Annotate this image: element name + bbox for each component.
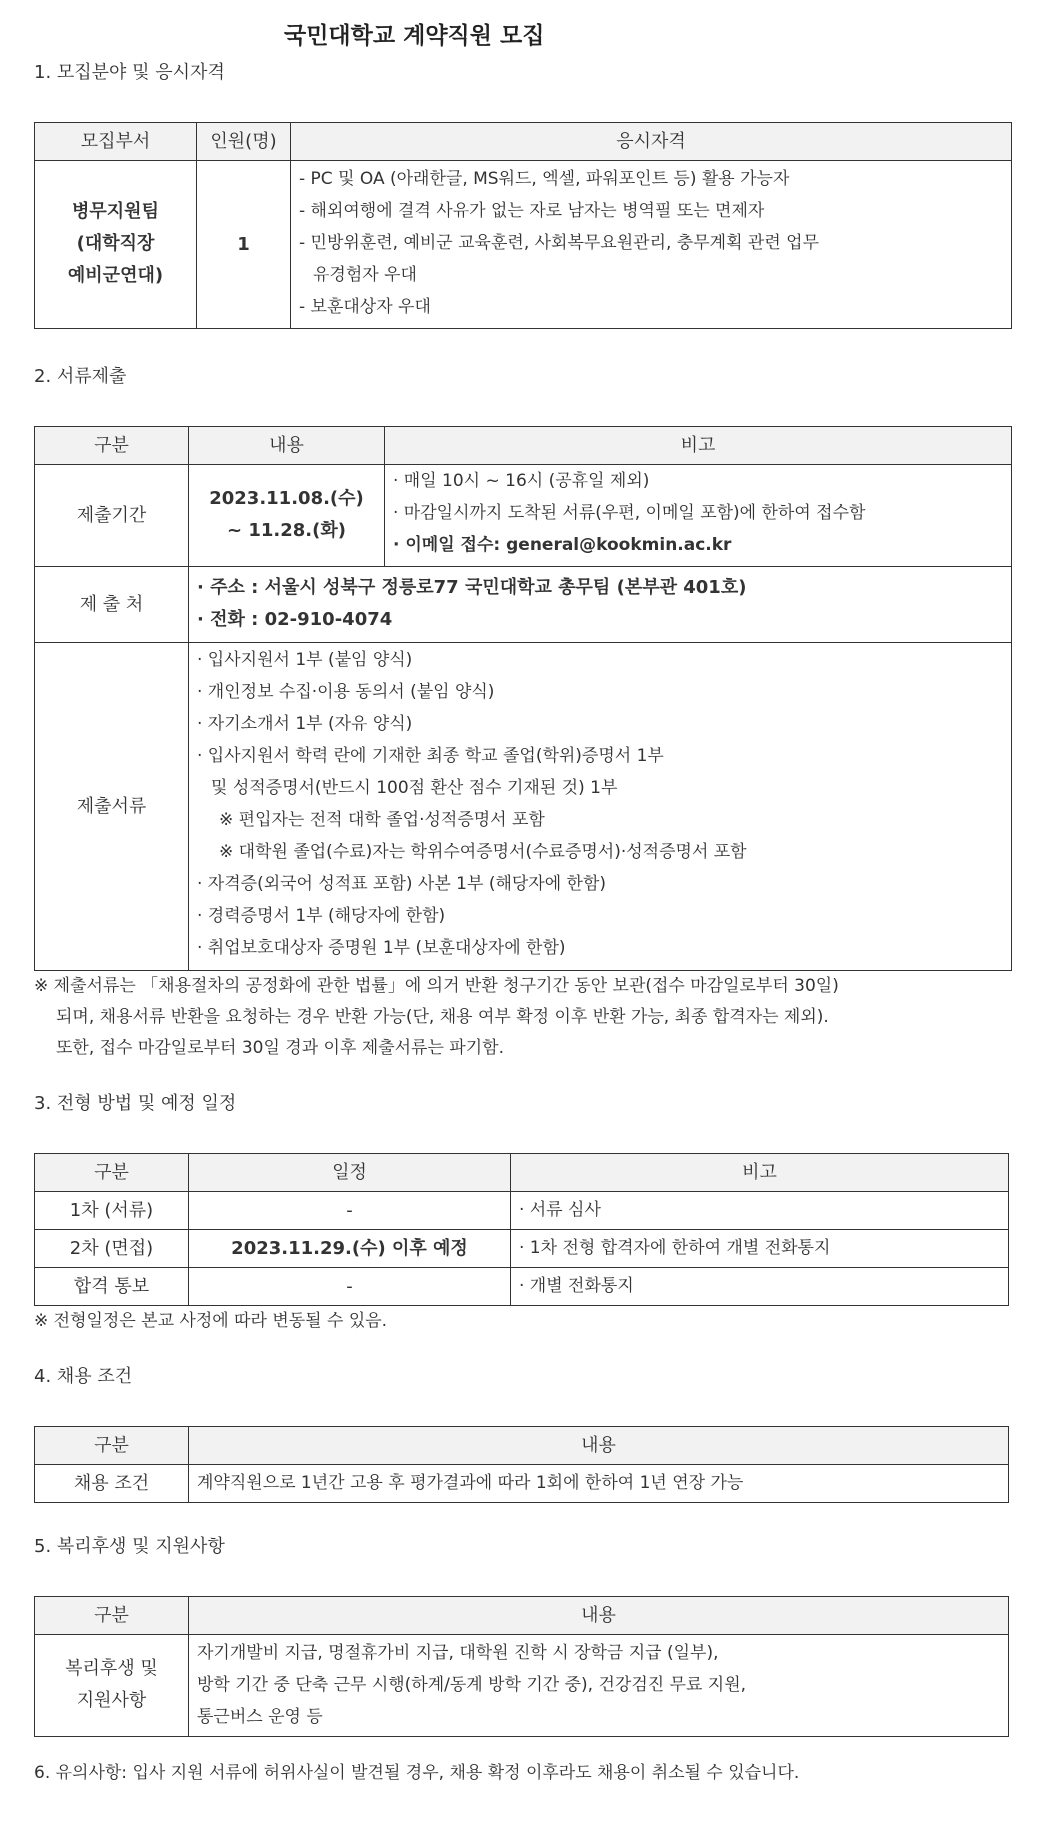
benefits-line: 통근버스 운영 등 bbox=[197, 1707, 323, 1728]
department-line: (대학직장 bbox=[76, 233, 155, 255]
documents-table bbox=[34, 426, 1012, 971]
header-cell: 인원(명) bbox=[197, 122, 291, 160]
docs-list bbox=[189, 642, 1012, 970]
note-cell: · 1차 전형 합격자에 한하여 개별 전화통지 bbox=[511, 1229, 1009, 1267]
qualification-item: 유경험자 우대 bbox=[313, 264, 417, 285]
qualification-item: - 보훈대상자 우대 bbox=[299, 296, 431, 317]
doc-item: · 개인정보 수집·이용 동의서 (붙임 양식) bbox=[197, 681, 495, 702]
period-date-line: ~ 11.28.(화) bbox=[227, 520, 346, 542]
doc-item: · 자격증(외국어 성적표 포함) 사본 1부 (해당자에 한함) bbox=[197, 873, 607, 894]
header-cell: 일정 bbox=[189, 1153, 511, 1191]
header-cell: 구분 bbox=[35, 1596, 189, 1634]
doc-item: ※ 편입자는 전적 대학 졸업·성적증명서 포함 bbox=[219, 809, 545, 830]
section-2-heading: 2. 서류제출 bbox=[34, 365, 127, 387]
benefits-content bbox=[189, 1634, 1009, 1736]
page-title: 국민대학교 계약직원 모집 bbox=[284, 23, 545, 49]
header-cell: 비고 bbox=[385, 426, 1012, 464]
note-line: ※ 제출서류는 「채용절차의 공정화에 관한 법률」에 의거 반환 청구기간 동안 보관(접수 마감일로부터 30일) bbox=[34, 975, 839, 996]
address-line: · 주소 : 서울시 성북구 정릉로77 국민대학교 총무팀 (본부관 401호) bbox=[197, 577, 747, 599]
table-header-row bbox=[35, 426, 1012, 464]
period-date-line: 2023.11.08.(수) bbox=[209, 488, 364, 510]
positions-table bbox=[34, 122, 1012, 329]
period-notes bbox=[385, 464, 1012, 566]
phone-line: · 전화 : 02-910-4074 bbox=[197, 609, 393, 631]
department-line: 병무지원팀 bbox=[72, 201, 159, 223]
table-row bbox=[35, 1191, 1009, 1229]
benefits-line: 자기개발비 지급, 명절휴가비 지급, 대학원 진학 시 장학금 지급 (일부), bbox=[197, 1643, 719, 1664]
benefits-label-line: 복리후생 및 bbox=[65, 1658, 158, 1680]
period-note: · 매일 10시 ~ 16시 (공휴일 제외) bbox=[393, 470, 650, 491]
doc-item: · 취업보호대상자 증명원 1부 (보훈대상자에 한함) bbox=[197, 937, 566, 958]
table-row bbox=[35, 160, 1012, 328]
header-cell: 내용 bbox=[189, 426, 385, 464]
doc-item: · 입사지원서 1부 (붙임 양식) bbox=[197, 649, 413, 670]
header-cell: 응시자격 bbox=[291, 122, 1012, 160]
table-row bbox=[35, 1634, 1009, 1736]
stage-cell: 합격 통보 bbox=[35, 1267, 189, 1305]
note-line: 또한, 접수 마감일로부터 30일 경과 이후 제출서류는 파기함. bbox=[56, 1037, 504, 1058]
qualification-item: - 민방위훈련, 예비군 교육훈련, 사회복무요원관리, 충무계획 관련 업무 bbox=[299, 232, 819, 253]
header-cell: 구분 bbox=[35, 1153, 189, 1191]
doc-item: 및 성적증명서(반드시 100점 환산 점수 기재된 것) 1부 bbox=[211, 777, 618, 798]
headcount-cell: 1 bbox=[197, 160, 291, 328]
stage-cell: 2차 (면접) bbox=[35, 1229, 189, 1267]
table-header-row bbox=[35, 1596, 1009, 1634]
header-cell: 구분 bbox=[35, 426, 189, 464]
table-row bbox=[35, 464, 1012, 566]
header-cell: 모집부서 bbox=[35, 122, 197, 160]
section-1-heading: 1. 모집분야 및 응시자격 bbox=[34, 61, 225, 83]
documents-note bbox=[34, 971, 1010, 1064]
docs-label: 제출서류 bbox=[35, 642, 189, 970]
table-row bbox=[35, 1229, 1009, 1267]
period-label: 제출기간 bbox=[35, 464, 189, 566]
benefits-table bbox=[34, 1596, 1009, 1737]
table-row bbox=[35, 1267, 1009, 1305]
header-cell: 내용 bbox=[189, 1596, 1009, 1634]
section-6-caution: 6. 유의사항: 입사 지원 서류에 허위사실이 발견될 경우, 채용 확정 이후라도 채용이 취소될 수 있습니다. bbox=[34, 1762, 800, 1783]
table-header-row bbox=[35, 1153, 1009, 1191]
benefits-line: 방학 기간 중 단축 근무 시행(하계/동계 방학 기간 중), 건강검진 무료 지원, bbox=[197, 1675, 747, 1696]
qualification-item: - 해외여행에 결격 사유가 없는 자로 남자는 병역필 또는 면제자 bbox=[299, 200, 765, 221]
conditions-label: 채용 조건 bbox=[35, 1464, 189, 1502]
schedule-note: ※ 전형일정은 본교 사정에 따라 변동될 수 있음. bbox=[34, 1310, 388, 1331]
doc-item: ※ 대학원 졸업(수료)자는 학위수여증명서(수료증명서)·성적증명서 포함 bbox=[219, 841, 747, 862]
header-cell: 구분 bbox=[35, 1426, 189, 1464]
date-cell: 2023.11.29.(수) 이후 예정 bbox=[189, 1229, 511, 1267]
table-header-row bbox=[35, 122, 1012, 160]
department-line: 예비군연대) bbox=[67, 265, 164, 287]
note-cell: · 개별 전화통지 bbox=[511, 1267, 1009, 1305]
note-line: 되며, 채용서류 반환을 요청하는 경우 반환 가능(단, 채용 여부 확정 이후 반환 가능, 최종 합격자는 제외). bbox=[56, 1006, 829, 1027]
header-cell: 비고 bbox=[511, 1153, 1009, 1191]
benefits-label-line: 지원사항 bbox=[76, 1690, 147, 1712]
doc-item: · 자기소개서 1부 (자유 양식) bbox=[197, 713, 413, 734]
period-note: · 마감일시까지 도착된 서류(우편, 이메일 포함)에 한하여 접수함 bbox=[393, 502, 866, 523]
header-cell: 내용 bbox=[189, 1426, 1009, 1464]
place-label: 제 출 처 bbox=[35, 566, 189, 642]
date-cell: - bbox=[189, 1267, 511, 1305]
benefits-label bbox=[35, 1634, 189, 1736]
date-cell: - bbox=[189, 1191, 511, 1229]
section-3-heading: 3. 전형 방법 및 예정 일정 bbox=[34, 1092, 237, 1114]
table-header-row bbox=[35, 1426, 1009, 1464]
place-info bbox=[189, 566, 1012, 642]
section-5-heading: 5. 복리후생 및 지원사항 bbox=[34, 1535, 225, 1557]
doc-item: · 경력증명서 1부 (해당자에 한함) bbox=[197, 905, 446, 926]
table-row bbox=[35, 1464, 1009, 1502]
period-dates bbox=[189, 464, 385, 566]
schedule-table bbox=[34, 1153, 1009, 1306]
department-cell bbox=[35, 160, 197, 328]
section-4-heading: 4. 채용 조건 bbox=[34, 1365, 133, 1387]
note-cell: · 서류 심사 bbox=[511, 1191, 1009, 1229]
qualification-item: - PC 및 OA (아래한글, MS워드, 엑셀, 파워포인트 등) 활용 가능자 bbox=[299, 168, 790, 189]
stage-cell: 1차 (서류) bbox=[35, 1191, 189, 1229]
qualifications-cell bbox=[291, 160, 1012, 328]
conditions-table bbox=[34, 1426, 1009, 1503]
email-note: · 이메일 접수: general@kookmin.ac.kr bbox=[393, 534, 732, 555]
table-row bbox=[35, 642, 1012, 970]
table-row bbox=[35, 566, 1012, 642]
conditions-content: 계약직원으로 1년간 고용 후 평가결과에 따라 1회에 한하여 1년 연장 가능 bbox=[189, 1464, 1009, 1502]
doc-item: · 입사지원서 학력 란에 기재한 최종 학교 졸업(학위)증명서 1부 bbox=[197, 745, 664, 766]
